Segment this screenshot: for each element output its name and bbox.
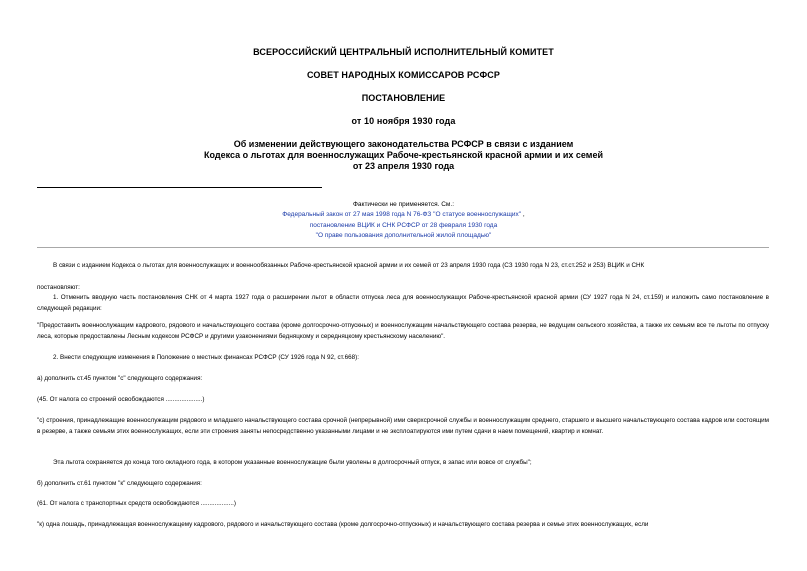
paragraph-decree: постановляют: — [37, 284, 80, 291]
title-line: Об изменении действующего законодательства РСФСР в связи с изданием — [233, 139, 574, 149]
paragraph-benefit-duration: Эта льгота сохраняется до конца того окладного года, в котором указанные военнослужащие были уволены в долгосрочный отпуск, в запас или вовсе от службы"; — [53, 459, 532, 466]
title-divider — [37, 187, 322, 188]
status-note-text: Фактически не применяется. См.: — [352, 201, 455, 208]
paragraph-subitem-a: а) дополнить ст.45 пунктом "с" следующего содержания: — [37, 375, 203, 382]
federal-law-link[interactable]: Федеральный закон от 27 мая 1998 года N 76-ФЗ "О статусе военнослужащих" — [282, 211, 522, 218]
title-line: от 23 апреля 1930 года — [352, 161, 455, 171]
paragraph-item-2: 2. Внести следующие изменения в Положение о местных финансах РСФСР (СУ 1926 года N 92, ст.668): — [53, 354, 359, 361]
link-separator: , — [521, 211, 525, 218]
paragraph-item-1: 1. Отменить вводную часть постановления СНК от 4 марта 1927 года о расширении льгот в области отпуска леса для военнослужащих Рабоче-крестьянской красной армии (СУ 1927 года N 24, ст.159) и изложить само постановление в следующей редакции: — [37, 294, 769, 312]
paragraph-quote-1: "Предоставить военнослужащим кадрового, рядового и начальствующего состава (кроме долгосрочно-отпускных) и военнослужащим начальствующего состава резерва, не ведущим сельского хозяйства, а также их семьям все те льготы по отпуску леса, которые предоставлены Лесным кодексом РСФСР и другими узаконениями бедняцкому и середняцкому крестьянскому населению". — [37, 322, 769, 340]
paragraph-article-45: (45. От налога со строений освобождаются .....................) — [37, 396, 205, 403]
note-divider — [37, 247, 769, 248]
paragraph-preamble: В связи с изданием Кодекса о льготах для военнослужащих и военнообязанных Рабоче-крестьянской красной армии и их семей от 23 апреля 1930 года (СЗ 1930 года N 23, ст.ст.252 и 253) ВЦИК и СНК — [53, 262, 645, 269]
document-type: ПОСТАНОВЛЕНИЕ — [361, 93, 446, 103]
paragraph-quote-k: "к) одна лошадь, принадлежащая военнослужащему кадрового, рядового и начальствующего состава (кроме долгосрочно-отпускных) и начальствующего состава резерва и семье этих военнослужащих, если — [37, 521, 649, 528]
issuer-vtsik: ВСЕРОССИЙСКИЙ ЦЕНТРАЛЬНЫЙ ИСПОЛНИТЕЛЬНЫЙ КОМИТЕТ — [253, 47, 554, 57]
document-title — [0, 139, 807, 172]
living-space-link[interactable]: "О праве пользования дополнительной жилой площадью" — [315, 232, 492, 239]
status-note-line — [0, 231, 807, 241]
paragraph-quote-c: "с) строения, принадлежащие военнослужащим рядового и младшего начальствующего состава срочной (непрерывной) ими сверхсрочной службы и военнослужащим среднего, старшего и высшего начальствующего состава кадров или состоящим в резерве, а также семьям этих военнослужащих, если эти строения заняты непосредственно указанными лицами и не эксплоатируются ими путем сдачи в наем помещений, квартир и комнат. — [37, 417, 769, 435]
status-note-line — [0, 221, 807, 231]
document-date: от 10 ноября 1930 года — [351, 116, 456, 126]
paragraph-article-61: (61. От налога с транспортных средств освобождаются ...................) — [37, 500, 236, 507]
status-note-line — [0, 210, 807, 220]
paragraph-subitem-b: б) дополнить ст.61 пунктом "к" следующего содержания: — [37, 480, 202, 487]
issuer-snk: СОВЕТ НАРОДНЫХ КОМИССАРОВ РСФСР — [307, 70, 500, 80]
title-line: Кодекса о льготах для военнослужащих Рабоче-крестьянской красной армии и их семей — [203, 150, 603, 160]
resolution-link[interactable]: постановление ВЦИК и СНК РСФСР от 28 февраля 1930 года — [309, 222, 498, 229]
